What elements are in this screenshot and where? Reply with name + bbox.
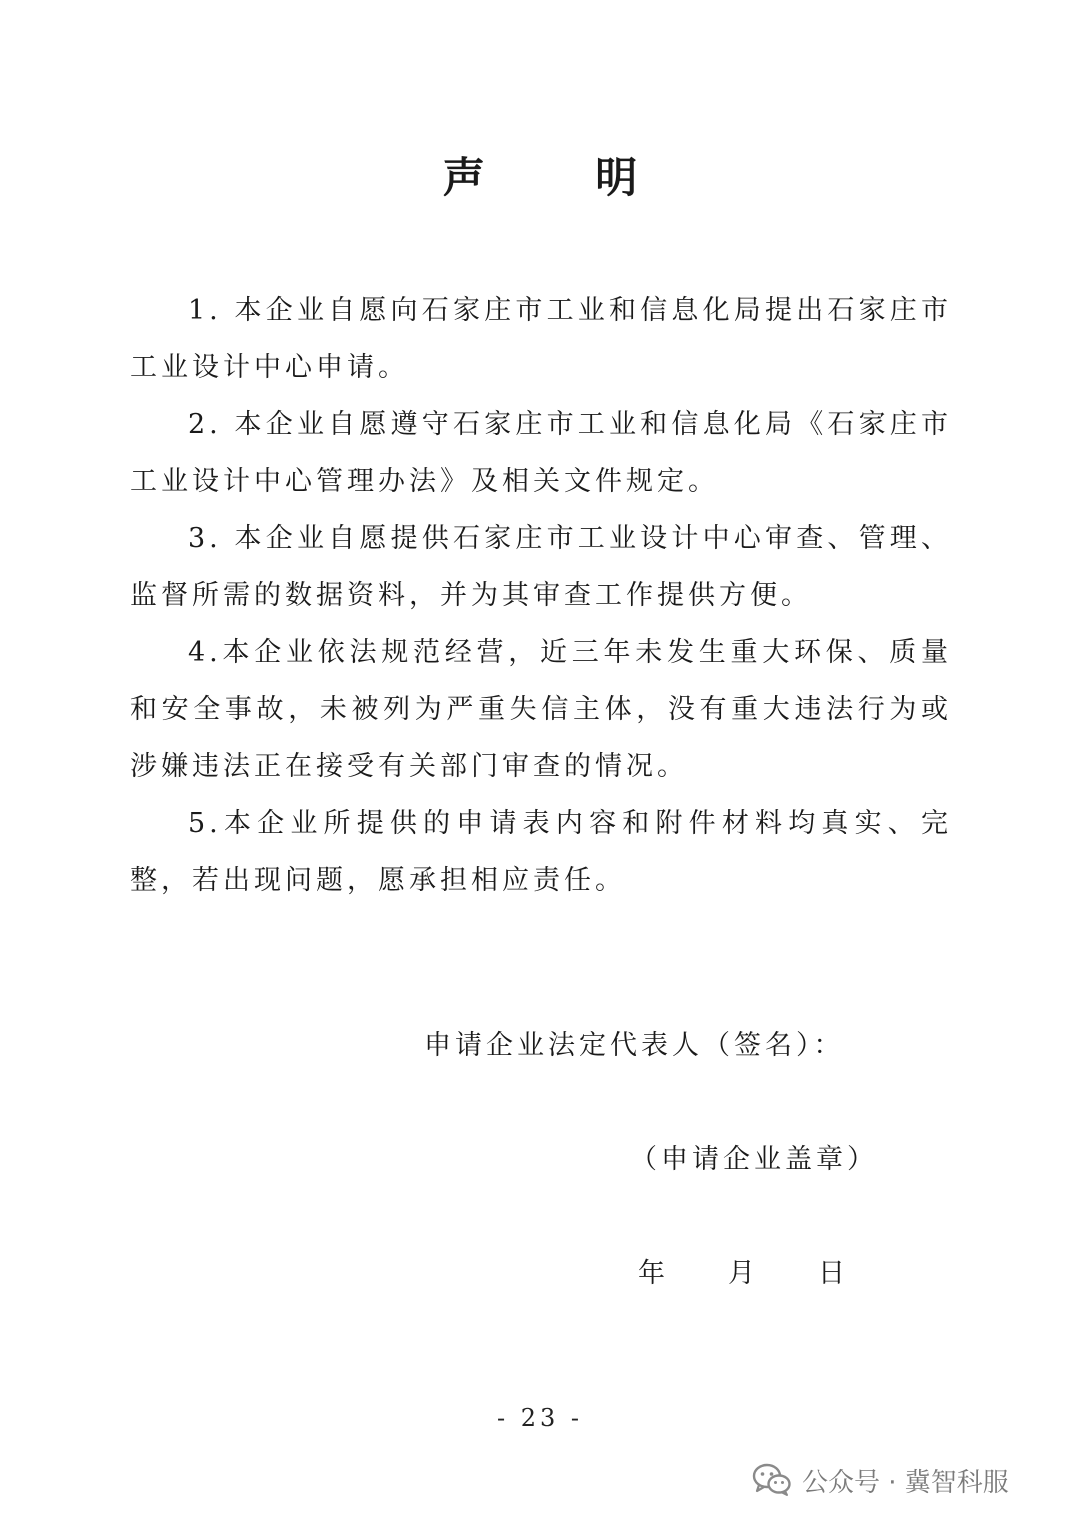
company-seal-label: （申请企业盖章） <box>630 1144 878 1175</box>
watermark-text: 公众号 · 冀智科服 <box>802 1467 1009 1498</box>
declaration-item-3: 3. 本企业自愿提供石家庄市工业设计中心审查、管理、监督所需的数据资料，并为其审查工作提供方便。 <box>130 523 952 611</box>
declaration-body <box>130 282 952 909</box>
date-month-label: 月 <box>728 1258 755 1289</box>
declaration-item-2: 2. 本企业自愿遵守石家庄市工业和信息化局《石家庄市工业设计中心管理办法》及相关文件规定。 <box>130 409 952 497</box>
declaration-item-5: 5.本企业所提供的申请表内容和附件材料均真实、完整，若出现问题，愿承担相应责任。 <box>130 808 952 896</box>
date-day-label: 日 <box>818 1258 845 1289</box>
watermark <box>752 1460 1009 1500</box>
wechat-icon <box>752 1463 792 1497</box>
representative-signature-label: 申请企业法定代表人（签名）： <box>424 1030 845 1061</box>
date-year-label: 年 <box>638 1258 665 1289</box>
declaration-item-4: 4.本企业依法规范经营，近三年未发生重大环保、质量和安全事故，未被列为严重失信主体，没有重大违法行为或涉嫌违法正在接受有关部门审查的情况。 <box>130 637 952 782</box>
document-title: 声 明 <box>442 153 686 202</box>
page-number: - 23 - <box>496 1404 583 1432</box>
declaration-item-1: 1. 本企业自愿向石家庄市工业和信息化局提出石家庄市工业设计中心申请。 <box>130 295 952 383</box>
signature-date <box>638 1254 845 1294</box>
